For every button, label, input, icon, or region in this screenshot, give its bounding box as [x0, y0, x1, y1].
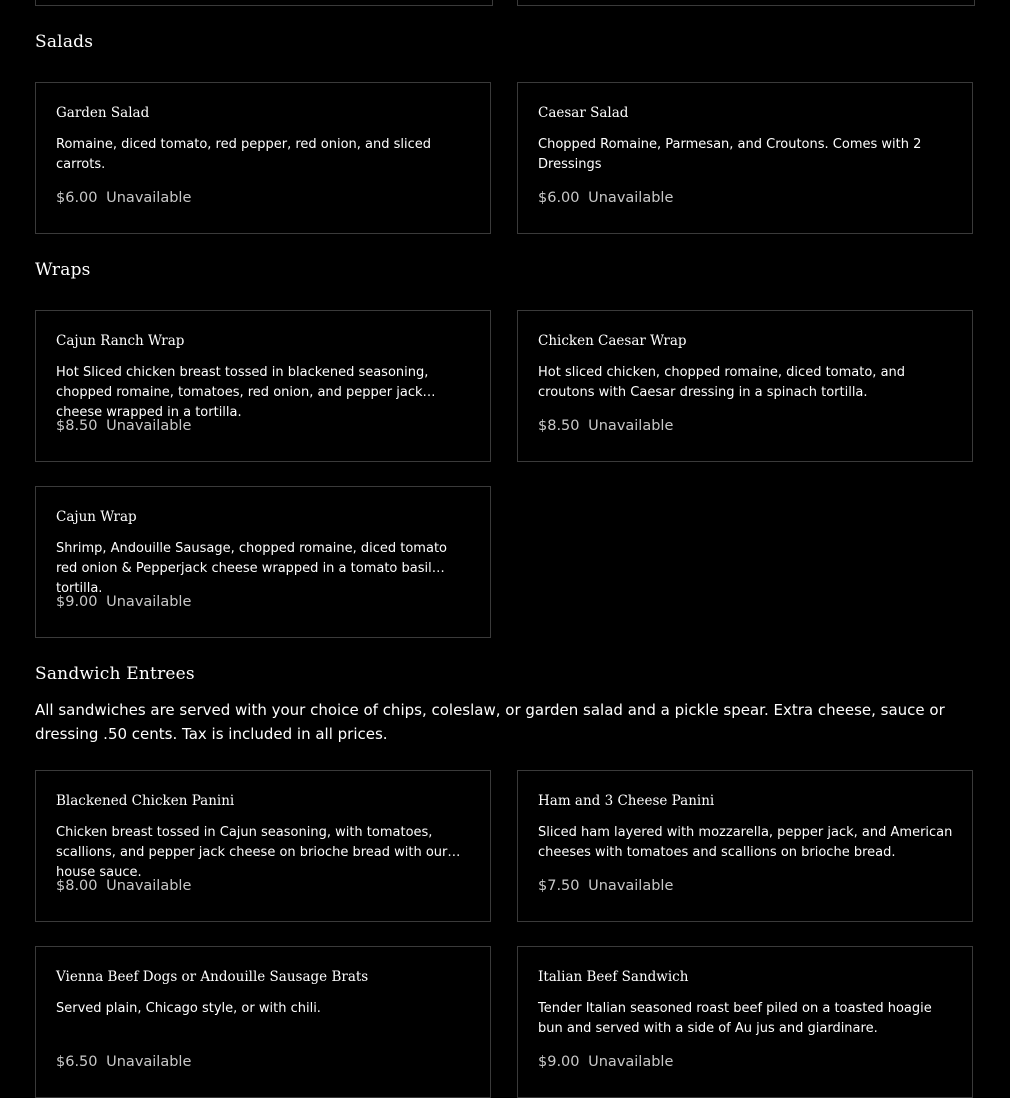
item-availability: Unavailable	[588, 1054, 674, 1070]
item-name: Vienna Beef Dogs or Andouille Sausage Brats	[56, 969, 369, 985]
item-name: Garden Salad	[56, 105, 150, 121]
item-price: $8.50	[56, 418, 98, 434]
item-description: Chopped Romaine, Parmesan, and Croutons. Comes with 2 Dressings	[538, 137, 922, 172]
menu-item-caesar-salad[interactable]	[517, 82, 973, 234]
item-availability: Unavailable	[106, 190, 192, 206]
item-price: $7.50	[538, 878, 580, 894]
menu-item-cajun-ranch-wrap[interactable]	[35, 310, 491, 462]
section-title-sandwich-entrees: Sandwich Entrees	[35, 664, 195, 684]
item-description: Romaine, diced tomato, red pepper, red onion, and sliced carrots.	[56, 137, 432, 172]
item-description: Hot sliced chicken, chopped romaine, diced tomato, and croutons with Caesar dressing in a spinach tortilla.	[538, 365, 906, 400]
menu-item-italian-beef-sandwich[interactable]	[517, 946, 973, 1098]
item-description: Hot Sliced chicken breast tossed in blackened seasoning, chopped romaine, tomatoes, red onion, and pepper jack cheese wrapped in a tortilla.	[56, 365, 429, 420]
item-name: Ham and 3 Cheese Panini	[538, 793, 715, 809]
section-title-wraps: Wraps	[35, 260, 91, 280]
item-price-row	[56, 418, 191, 434]
item-availability: Unavailable	[588, 418, 674, 434]
menu-item-vienna-beef-dogs[interactable]	[35, 946, 491, 1098]
item-price: $6.00	[56, 190, 98, 206]
item-availability: Unavailable	[106, 418, 192, 434]
item-price-row	[538, 1054, 673, 1070]
item-name: Italian Beef Sandwich	[538, 969, 689, 985]
item-availability: Unavailable	[588, 190, 674, 206]
item-availability: Unavailable	[588, 878, 674, 894]
item-price-row	[538, 190, 673, 206]
item-name: Cajun Ranch Wrap	[56, 333, 185, 349]
section-description: All sandwiches are served with your choice of chips, coleslaw, or garden salad and a pickle spear. Extra cheese, sauce or dressing .50 cents. Tax is included in all prices.	[35, 701, 945, 743]
item-price-row	[56, 1054, 191, 1070]
item-price: $8.50	[538, 418, 580, 434]
menu-item-ham-and-3-cheese-panini[interactable]	[517, 770, 973, 922]
item-name: Cajun Wrap	[56, 509, 137, 525]
item-price-row	[56, 190, 191, 206]
section-title-salads: Salads	[35, 32, 94, 52]
item-price-row	[538, 418, 673, 434]
item-name: Chicken Caesar Wrap	[538, 333, 687, 349]
item-price-row	[56, 594, 191, 610]
item-name: Caesar Salad	[538, 105, 629, 121]
item-description: Tender Italian seasoned roast beef piled on a toasted hoagie bun and served with a side of Au jus and giardinare.	[538, 1001, 932, 1036]
menu-item-garden-salad[interactable]	[35, 82, 491, 234]
previous-item-card-partial[interactable]	[35, 0, 493, 6]
item-availability: Unavailable	[106, 594, 192, 610]
item-description: Shrimp, Andouille Sausage, chopped romaine, diced tomato red onion & Pepperjack cheese wrapped in a tomato basil tortilla.	[56, 541, 447, 596]
item-price: $9.00	[538, 1054, 580, 1070]
item-availability: Unavailable	[106, 878, 192, 894]
menu-item-chicken-caesar-wrap[interactable]	[517, 310, 973, 462]
item-description: Served plain, Chicago style, or with chili.	[56, 1001, 321, 1016]
item-price: $8.00	[56, 878, 98, 894]
menu-item-blackened-chicken-panini[interactable]	[35, 770, 491, 922]
item-price-row	[56, 878, 191, 894]
item-price: $6.00	[538, 190, 580, 206]
item-price: $9.00	[56, 594, 98, 610]
menu-item-cajun-wrap[interactable]	[35, 486, 491, 638]
previous-item-card-partial[interactable]	[517, 0, 975, 6]
item-availability: Unavailable	[106, 1054, 192, 1070]
item-description: Sliced ham layered with mozzarella, pepper jack, and American cheeses with tomatoes and scallions on brioche bread.	[538, 825, 953, 860]
item-name: Blackened Chicken Panini	[56, 793, 235, 809]
item-price-row	[538, 878, 673, 894]
item-price: $6.50	[56, 1054, 98, 1070]
item-description: Chicken breast tossed in Cajun seasoning, with tomatoes, scallions, and pepper jack cheese on brioche bread with our house sauce.	[56, 825, 448, 880]
